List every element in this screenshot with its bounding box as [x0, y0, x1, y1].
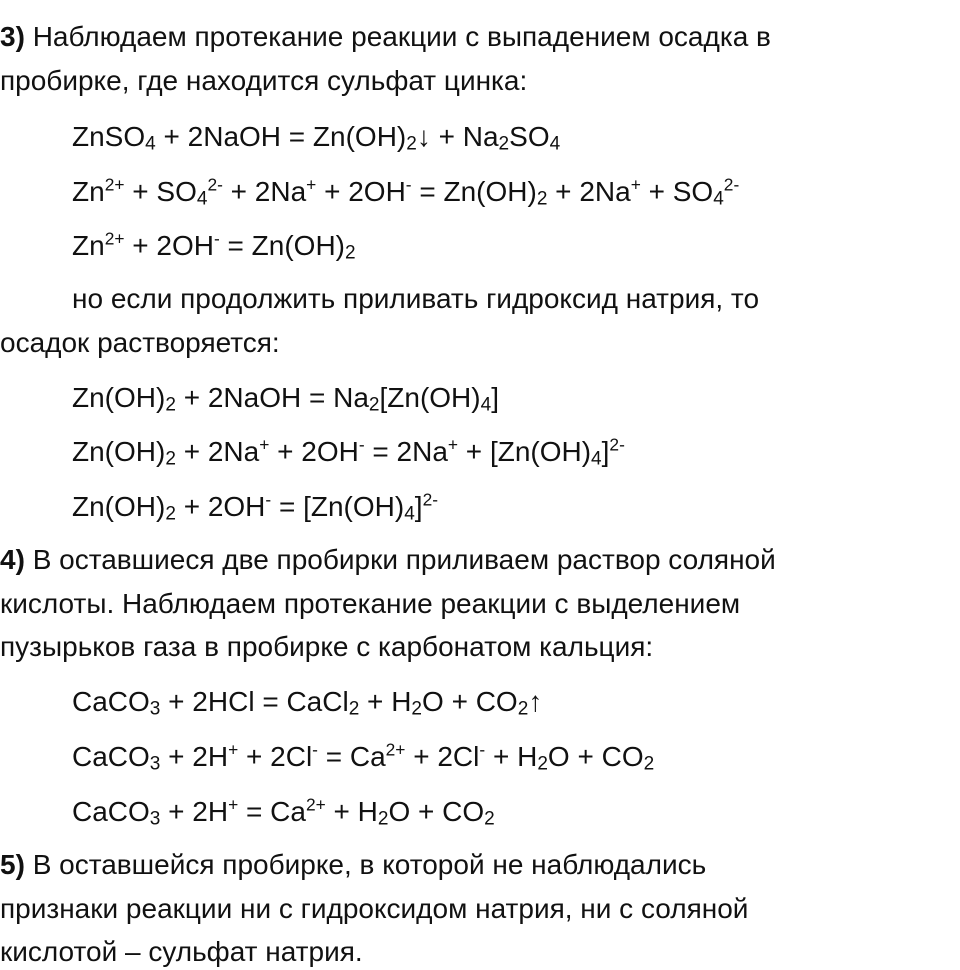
equation-3-2: $Zn^{2+} + SO_4^{2-} + 2Na^+ + 2OH^- = Zn(OH)_2 + 2Na^+ + SO_4^{2-}$	[72, 174, 740, 210]
section-4-line-3: пузырьков газа в пробирке с карбонатом кальция:	[0, 631, 654, 662]
equation-3-1: ZnSO$_4$ + 2NaOH = $Zn(OH)_2↓ + Na_2SO_4$	[72, 121, 561, 155]
equation-3-4: $Zn(OH)_2$ + 2NaOH = $Na_2[Zn(OH)_4]$	[72, 382, 499, 416]
equation-4-1: CaCO$_3$ + 2HCl = CaCl$_2$ + $H_2O$ + $CO_2↑$	[72, 686, 543, 720]
section-5-line-1	[0, 848, 706, 882]
section-5-text-1: В оставшейся пробирке, в которой не наблюдались	[32, 849, 707, 880]
section-3-line-1	[0, 20, 771, 54]
section-4-line-1	[0, 543, 776, 577]
section-5-number: 5)	[0, 849, 25, 880]
section-3-number: 3)	[0, 21, 25, 52]
equation-3-6: $Zn(OH)_2 + 2OH^- = [Zn(OH)_4]^{2-}$	[72, 489, 439, 525]
section-4-number: 4)	[0, 544, 25, 575]
section-5-line-3: кислотой – сульфат натрия.	[0, 936, 363, 967]
section-5-line-2: признаки реакции ни с гидроксидом натрия, ни с соляной	[0, 893, 749, 924]
section-3-text-1: Наблюдаем протекание реакции с выпадением осадка в	[32, 21, 771, 52]
section-3-line-3: но если продолжить приливать гидроксид натрия, то	[72, 283, 760, 314]
section-3-line-4: осадок растворяется:	[0, 327, 280, 358]
section-4-line-2: кислоты. Наблюдаем протекание реакции с выделением	[0, 588, 741, 619]
equation-3-5: $Zn(OH)_2 + 2Na^+ + 2OH^- = 2Na^+ + [Zn(OH)_4]^{2-}$	[72, 434, 625, 470]
section-3-line-2: пробирке, где находится сульфат цинка:	[0, 65, 528, 96]
equation-4-3: CaCO$_3$ + $2H^+ = Ca^{2+} + H_2O + CO_2$	[72, 794, 495, 830]
equation-3-3: $Zn^{2+} + 2OH^- = Zn(OH)_2$	[72, 228, 356, 264]
section-4-text-1: В оставшиеся две пробирки приливаем раствор соляной	[32, 544, 776, 575]
equation-4-2: CaCO$_3$ + $2H^+ + 2Cl^- = Ca^{2+} + 2Cl^- + H_2O + CO_2$	[72, 739, 655, 775]
